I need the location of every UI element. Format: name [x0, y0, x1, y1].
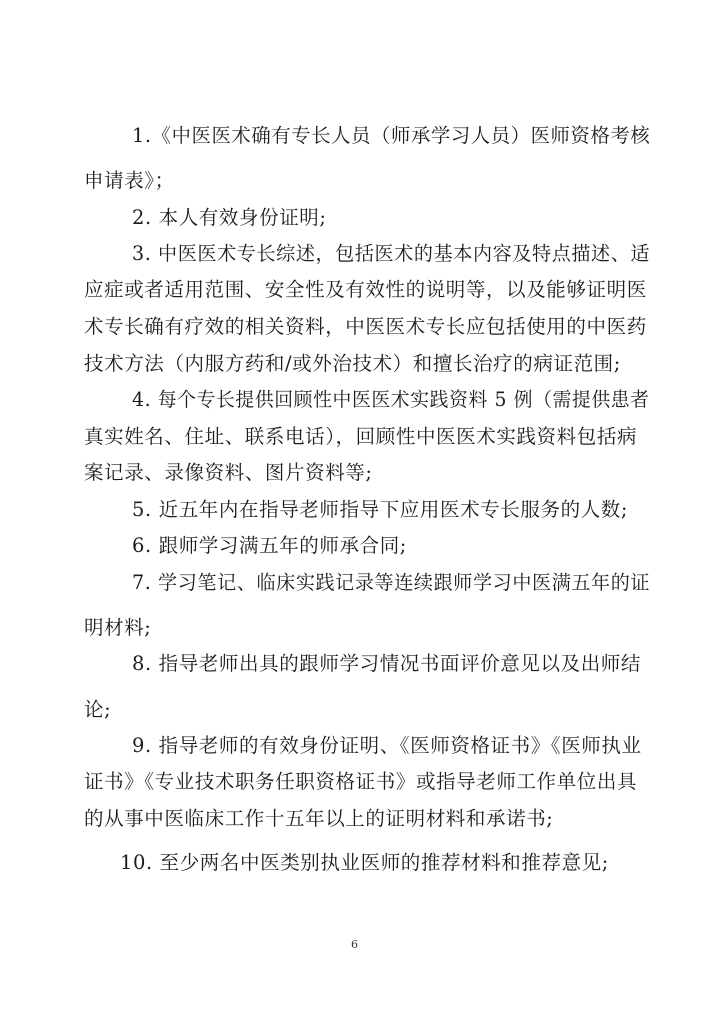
- item-6-line-1: 6. 跟师学习满五年的师承合同;: [132, 534, 407, 557]
- item-7-line-2: 明材料;: [84, 616, 152, 639]
- item-4-line-1: 4. 每个专长提供回顾性中医医术实践资料 5 例（需提供患者: [132, 388, 650, 411]
- item-4-line-3: 案记录、录像资料、图片资料等;: [84, 461, 373, 484]
- item-3-line-3: 术专长确有疗效的相关资料，中医医术专长应包括使用的中医药: [84, 315, 647, 338]
- page-number: 6: [351, 938, 358, 951]
- item-2-line-1: 2. 本人有效身份证明;: [132, 206, 327, 229]
- item-1-line-1: 1.《中医医术确有专长人员（师承学习人员）医师资格考核: [132, 124, 651, 147]
- item-10-line-1: 10. 至少两名中医类别执业医师的推荐材料和推荐意见;: [120, 851, 609, 874]
- item-3-line-4: 技术方法（内服方药和/或外治技术）和擅长治疗的病证范围;: [84, 352, 621, 375]
- item-8-line-1: 8. 指导老师出具的跟师学习情况书面评价意见以及出师结: [132, 652, 642, 675]
- item-4-line-2: 真实姓名、住址、联系电话），回顾性中医医术实践资料包括病: [84, 425, 638, 448]
- item-3-line-1: 3. 中医医术专长综述，包括医术的基本内容及特点描述、适: [132, 242, 651, 265]
- item-3-line-2: 应症或者适用范围、安全性及有效性的说明等，以及能够证明医: [84, 278, 647, 301]
- item-8-line-2: 论;: [84, 698, 112, 721]
- item-9-line-3: 的从事中医临床工作十五年以上的证明材料和承诺书;: [84, 807, 554, 830]
- item-1-line-2: 申请表》；: [84, 169, 175, 192]
- item-7-line-1: 7. 学习笔记、临床实践记录等连续跟师学习中医满五年的证: [132, 571, 651, 594]
- item-5-line-1: 5. 近五年内在指导老师指导下应用医术专长服务的人数;: [132, 498, 629, 521]
- item-9-line-1: 9. 指导老师的有效身份证明、《医师资格证书》《医师执业: [132, 734, 642, 757]
- item-9-line-2: 证书》《专业技术职务任职资格证书》或指导老师工作单位出具: [84, 770, 638, 793]
